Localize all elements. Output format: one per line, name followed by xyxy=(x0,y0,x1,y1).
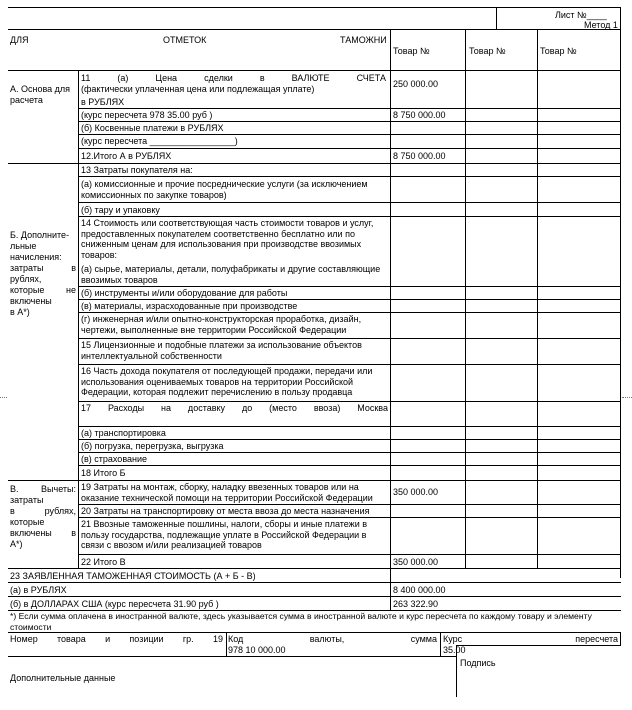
rule-t2 xyxy=(8,596,621,597)
row-23a: (а) в РУБЛЯХ xyxy=(10,585,67,595)
row-19: 19 Затраты на монтаж, сборку, наладку ввезенных товаров или на оказание технической помощи на территории Российской Федерации xyxy=(81,482,373,503)
section-b-label-6: которые не xyxy=(10,285,76,295)
rule-bottom-1 xyxy=(8,632,621,633)
section-v-label-5: включены в xyxy=(10,528,76,538)
row-11-rate: (курс пересчета 978 35.00 руб ) xyxy=(81,110,213,120)
title-left: ДЛЯ xyxy=(10,35,29,45)
row-18-total-b: 18 Итого Б xyxy=(81,468,126,478)
row-11-rub: в РУБЛЯХ xyxy=(81,97,125,107)
col-header-goods-1: Товар № xyxy=(393,46,430,56)
row-22-total-v: 22 Итого В xyxy=(81,557,126,567)
row-23-declared-value: 23 ЗАЯВЛЕННАЯ ТАМОЖЕННАЯ СТОИМОСТЬ (А + Б - В) xyxy=(10,571,256,581)
exchange-rate-label: Курс пересчета xyxy=(443,634,618,644)
row-23b-value: 263 322.90 xyxy=(393,599,439,609)
section-b-label-4: затраты в xyxy=(10,263,76,273)
row-12-value: 8 750 000.00 xyxy=(393,151,446,161)
rule-t1 xyxy=(8,582,621,583)
section-b-label-2: льные xyxy=(10,241,37,251)
sheet-number: Лист №____ xyxy=(555,10,607,20)
rule-v3 xyxy=(78,554,621,555)
title-center: ОТМЕТОК xyxy=(163,35,207,45)
section-b-label-7: включены xyxy=(10,296,52,306)
rule-a1 xyxy=(78,108,621,109)
section-v-label-4: которые xyxy=(10,517,45,527)
rule-section-v xyxy=(8,480,621,481)
row-14c: (в) материалы, израсходованные при производстве xyxy=(81,301,298,311)
row-17a: (а) транспортировка xyxy=(81,428,166,438)
rule-b1 xyxy=(78,176,621,177)
rule-b7 xyxy=(78,338,621,339)
section-v-label-3: в рублях, xyxy=(10,506,76,516)
row-11-title: 11 (а) Цена сделки в ВАЛЮТЕ СЧЕТА xyxy=(81,73,386,83)
row-14: 14 Стоимость или соответствующая часть стоимости товаров и услуг, предоставленных покупателем соответственно бесплатно или по сниженным ценам для использования при производстве ввозимых товаров: xyxy=(81,218,374,260)
rule-b11 xyxy=(78,439,621,440)
rule-col-label xyxy=(78,70,79,568)
row-12-total-a: 12.Итого А в РУБЛЯХ xyxy=(81,151,172,161)
rule-sheet-left xyxy=(496,7,497,29)
currency-code-label: Код валюты, сумма xyxy=(228,634,437,644)
row-17c: (в) страхование xyxy=(81,454,148,464)
rule-b2 xyxy=(78,202,621,203)
rule-bottom-2 xyxy=(8,656,457,657)
rule-signature-top xyxy=(456,645,621,646)
row-11-rate-value: 8 750 000.00 xyxy=(393,110,446,120)
section-a-label: А. Основа для xyxy=(10,84,71,94)
rule-a2 xyxy=(78,121,621,122)
section-b-label-5: рублях, xyxy=(10,274,42,284)
row-indirect: (б) Косвенные платежи в РУБЛЯХ xyxy=(81,123,224,133)
fold-mark-right xyxy=(622,397,632,398)
rule-top xyxy=(8,7,621,8)
fold-mark-left xyxy=(0,397,7,398)
row-17b: (б) погрузка, перегрузка, выгрузка xyxy=(81,441,224,451)
col-header-goods-3: Товар № xyxy=(540,46,577,56)
row-21: 21 Ввозные таможенные пошлины, налоги, сборы и иные платежи в пользу государства, подлежащие уплате в Российской Федерации в связи с ввозом и/или реализацией товаров xyxy=(81,519,368,550)
rule-section-total xyxy=(8,568,621,569)
rule-b12 xyxy=(78,452,621,453)
row-17: 17 Расходы на доставку до (место ввоза) Москва xyxy=(81,403,388,413)
section-b-label-8: в А*) xyxy=(10,307,30,317)
rule-v2 xyxy=(78,517,621,518)
row-20: 20 Затраты на транспортировку от места ввоза до места назначения xyxy=(81,506,370,516)
row-19-value: 350 000.00 xyxy=(393,487,439,497)
row-11-value: 250 000.00 xyxy=(393,79,439,89)
row-11-subtitle: (фактически уплаченная цена или подлежащая уплате) xyxy=(81,84,315,94)
rule-b3 xyxy=(78,216,621,217)
title-right: ТАМОЖНИ xyxy=(340,35,387,45)
row-22-value: 350 000.00 xyxy=(393,557,439,567)
additional-data-label: Дополнительные данные xyxy=(10,673,116,683)
row-23b: (б) в ДОЛЛАРАХ США (курс пересчета 31.90 руб ) xyxy=(10,599,219,609)
rule-b13 xyxy=(78,465,621,466)
rule-section-b xyxy=(8,163,621,164)
rule-b5 xyxy=(78,299,621,300)
rule-b9 xyxy=(78,401,621,402)
row-14d: (г) инженерная и/или опытно-конструкторская проработка, дизайн, чертежи, выполненные вне территории Российской Федерации xyxy=(81,314,362,335)
method-label: Метод 1 xyxy=(584,20,618,30)
footnote: *) Если сумма оплачена в иностранной валюте, здесь указывается сумма в иностранной валюте и курс пересчета по каждому товару и элементу стоимости xyxy=(10,611,592,632)
rule-right xyxy=(620,7,621,578)
signature-label: Подпись xyxy=(460,658,496,668)
row-14a: (а) сырье, материалы, детали, полуфабрикаты и другие составляющие ввозимых товаров xyxy=(81,264,381,285)
col-header-goods-2: Товар № xyxy=(469,46,506,56)
row-indirect-rate: (курс пересчета _________________) xyxy=(81,136,238,146)
rule-under-sheet xyxy=(8,29,621,30)
section-v-label-1: В. Вычеты: xyxy=(10,484,76,494)
row-14b: (б) инструменты и/или оборудование для работы xyxy=(81,288,288,298)
row-16: 16 Часть дохода покупателя от последующей продажи, передачи или использования оцениваемых товаров на территории Российской Федерации, которая подлежит перечислению в пользу продавца xyxy=(81,366,373,397)
row-13a: (а) комиссионные и прочие посреднические услуги (за исключением комиссионных по закупке товаров) xyxy=(81,179,368,200)
section-a-label-2: расчета xyxy=(10,95,43,105)
rule-bottom-v1 xyxy=(226,632,227,657)
rule-b6 xyxy=(78,312,621,313)
rule-b4 xyxy=(78,286,621,287)
rule-bottom-right xyxy=(620,632,621,646)
rule-under-header xyxy=(8,70,621,71)
rule-a4 xyxy=(78,148,621,149)
row-13: 13 Затраты покупателя на: xyxy=(81,165,193,175)
position-number-label: Номер товара и позиции гр. 19 xyxy=(10,634,223,644)
rule-a3 xyxy=(78,134,621,135)
row-15: 15 Лицензионные и подобные платежи за использование объектов интеллектуальной собственности xyxy=(81,340,362,361)
section-v-label-6: А*) xyxy=(10,539,23,549)
rule-col-value1 xyxy=(390,29,391,610)
rule-b10 xyxy=(78,426,621,427)
row-13b: (б) тару и упаковку xyxy=(81,205,160,215)
rule-v1 xyxy=(78,504,621,505)
section-b-label-3: начисления: xyxy=(10,252,62,262)
section-b-label-1: Б. Дополните- xyxy=(10,230,70,240)
exchange-rate-value: 35.00 xyxy=(443,645,466,655)
rule-bottom-v2 xyxy=(440,632,441,657)
row-23a-value: 8 400 000.00 xyxy=(393,585,446,595)
rule-b8 xyxy=(78,364,621,365)
currency-code-value: 978 10 000.00 xyxy=(228,645,286,655)
section-v-label-2: затраты xyxy=(10,495,44,505)
